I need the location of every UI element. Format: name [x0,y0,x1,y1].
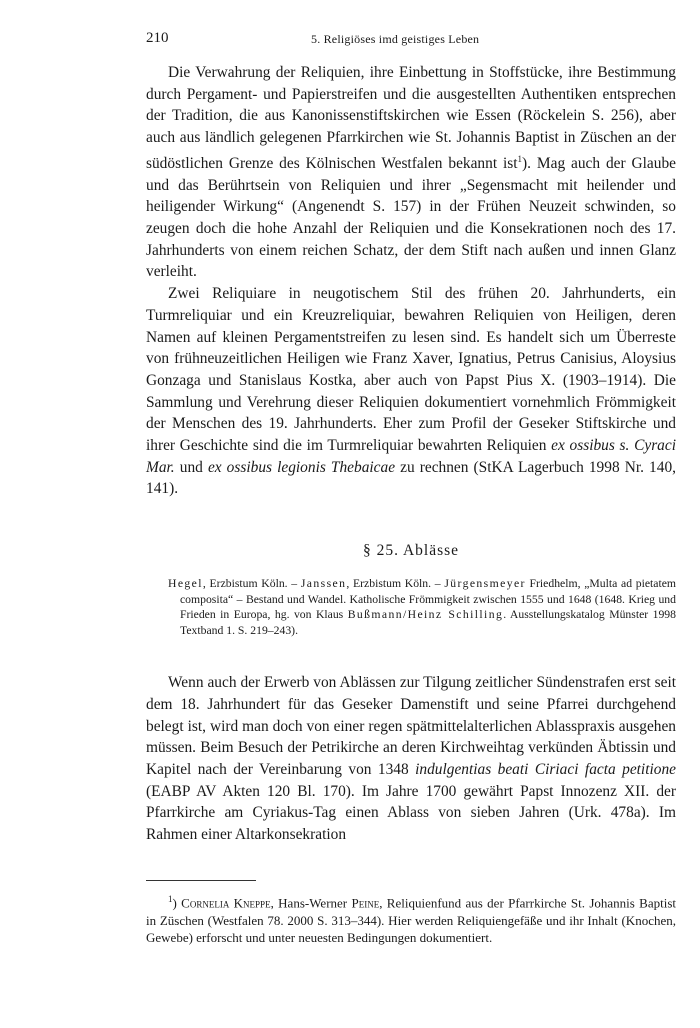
latin-phrase: ex ossibus legionis Thebaicae [207,458,396,476]
running-title: 5. Religiöses imd geistiges Leben [311,32,480,46]
latin-phrase: ex ossibus s. Cyraci Mar. [146,437,676,476]
footnote-text: , Reliquienfund aus der Pfarrkirche St. Johannis Baptist in Züschen (Westfalen 78. 2000 S. 313–344). Hier werden Reliquiengefäße und ihr Inhalt (Knochen, Gewebe) erforscht und unter neuesten Bedingungen dokumentiert. [146,895,677,946]
latin-phrase: indulgentias beati Ciriaci facta petitione [415,761,676,778]
author-name: Janssen [300,577,347,591]
bibliography-entry [168,576,676,638]
bibliography-text: . Ausstellungskatalog Münster 1998 Textband 1. S. 219–243). [180,608,676,637]
author-name: Jürgensmeyer [444,577,526,591]
paragraph-text: Zwei Reliquiare in neugotischem Stil des frühen 20. Jahrhunderts, ein Turmreliquiar und ein Kreuzreliquiar, bewahren Reliquien von Heiligen, deren Namen auf kleinen Pergamentstreifen zu lesen sind. Es handelt sich um Überreste von frühneuzeitlichen Heiligen wie Franz Xaver, Ignatius, Petrus Canisius, Aloysius Gonzaga und Stanislaus Kostka, aber auch von Papst Pius X. (1903–1914). Die Sammlung und Verehrung dieser Reliquien dokumentiert vornehmlich Frömmigkeit der Menschen des 19. Jahrhunderts. Eher zum Profil der Geseker Stiftskirche und ihrer Geschichte sind die im Turmreliquiar bewahrten Reliquien [146,285,676,455]
paragraph-reliquiare [146,283,676,500]
bibliography [168,576,676,638]
paragraph-text: ). Mag auch der Glaube und das Berührtsein von Reliquien und ihrer „Segensmacht mit heilender und heiligender Wirkung“ (Angenendt S. 157) in der Frühen Neuzeit schwinden, so zeugen doch die hohe Anzahl der Reliquien und die Konsekrationen noch des 17. Jahrhunderts von einem reichen Schatz, der dem Stift nach außen und innen Glanz verleiht. [146,154,676,281]
paragraph-text: (EABP AV Akten 120 Bl. 170). Im Jahre 1700 gewährt Papst Innozenz XII. der Pfarrkirche am Cyriakus-Tag einen Ablass von sieben Jahren (Urk. 478a). Im Rahmen einer Altarkonsekration [146,782,676,844]
footnote-divider [146,880,256,881]
paragraph-reliquien-verwahrung [146,62,676,283]
author-name: Cornelia Kneppe [181,895,271,911]
paragraph-text: Wenn auch der Erwerb von Ablässen zur Tilgung zeitlicher Sündenstrafen erst seit dem 18. Jahrhundert für das Geseker Damenstift und seine Pfarrei durchgehend belegt ist, wird man doch von einer regen spätmittelalterlichen Ablasspraxis ausgehen müssen. Beim Besuch der Petrikirche an deren Kirchweihtag verkünden Äbtissin und Kapitel nach der Vereinbarung von 1348 [146,674,676,778]
paragraph-text: zu rechnen (StKA Lagerbuch 1998 Nr. 140, 141). [146,458,676,498]
author-name: Hegel [168,577,203,591]
author-name: Bußmann/Heinz Schilling [347,608,504,622]
bibliography-text: , Erzbistum Köln. – [346,577,445,591]
book-page [146,24,676,947]
footnote-text: , Hans-Werner [270,895,352,911]
bibliography-text: , Erzbistum Köln. – [202,577,301,591]
page-header [146,24,676,44]
footnote-ref[interactable]: 1 [517,153,523,164]
section-heading: § 25. Ablässe [362,542,460,560]
paragraph-ablaesse [146,672,676,846]
bibliography-text: Friedhelm, „Multa ad pietatem composita“ – Bestand und Wandel. Katholische Frömmigkeit zwischen 1555 und 1648 (1648. Krieg und Frieden in Europa, hg. von Klaus [180,577,677,622]
author-name: Peine [351,895,380,911]
page-number: 210 [146,30,169,46]
paragraph-text: Die Verwahrung der Reliquien, ihre Einbettung in Stoffstücke, ihre Bestimmung durch Pergament- und Papierstreifen und die ausgestellten Authentiken entsprechen der Tradition, die aus Kanonissenstiftskirchen wie Essen (Röckelein S. 256), aber auch aus ländlich gelegenen Pfarrkirchen wie St. Johannis Baptist in Züschen an der südöstlichen Grenze des Kölnischen Westfalen bekannt ist [146,64,676,172]
main-text [146,62,676,500]
footnote-marker: 1 [168,893,173,904]
paragraph-text: und [179,458,203,476]
main-text-ablaesse [146,672,676,846]
footnote: $^1$) Cornelia Kneppe, Hans-Werner Peine, Reliquienfund aus der Pfarrkirche St. Johannis Baptist in Züschen (Westfalen 78. 2000 S. 313–344). Hier werden Reliquiengefäße und ihr Inhalt (Knochen, Gewebe) erforscht und unter neuesten Bedingungen dokumentiert. [146,893,677,946]
